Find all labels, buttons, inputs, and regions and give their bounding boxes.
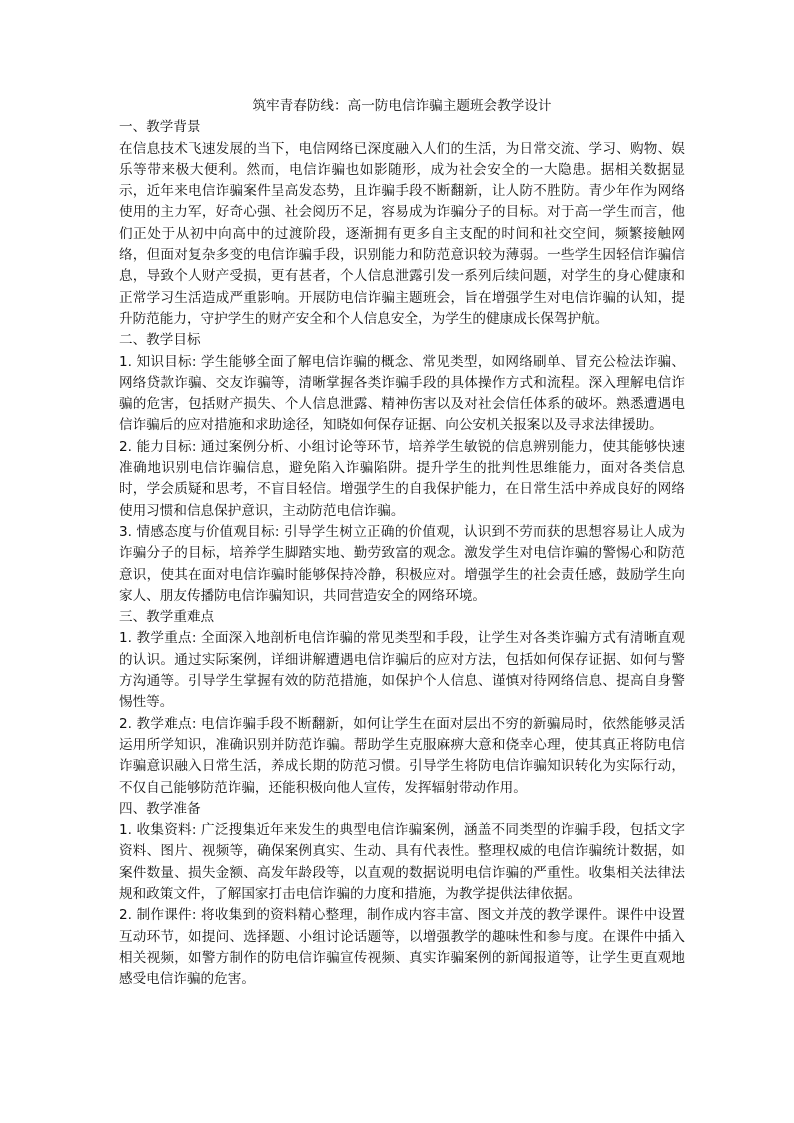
paragraph: 2. 能力目标: 通过案例分析、小组讨论等环节，培养学生敏锐的信息辨别能力，使其能够快速准确地识别电信诈骗信息，避免陷入诈骗陷阱。提升学生的批判性思维能力，面对各类信息时，学会质疑和思考，不盲目轻信。增强学生的自我保护能力，在日常生活中养成良好的网络使用习惯和信息保护意识，主动防范电信诈骗。 [119, 438, 685, 519]
paragraph: 3. 情感态度与价值观目标: 引导学生树立正确的价值观，认识到不劳而获的思想容易让人成为诈骗分子的目标，培养学生脚踏实地、勤劳致富的观念。激发学生对电信诈骗的警惕心和防范意识，使其在面对电信诈骗时能够保持冷静，积极应对。增强学生的社会责任感，鼓励学生向家人、朋友传播防电信诈骗知识，共同营造安全的网络环境。 [119, 523, 685, 604]
paragraph: 在信息技术飞速发展的当下，电信网络已深度融入人们的生活，为日常交流、学习、购物、娱乐等带来极大便利。然而，电信诈骗也如影随形，成为社会安全的一大隐患。据相关数据显示，近年来电信诈骗案件呈高发态势，且诈骗手段不断翻新，让人防不胜防。青少年作为网络使用的主力军，好奇心强、社会阅历不足，容易成为诈骗分子的目标。对于高一学生而言，他们正处于从初中向高中的过渡阶段，逐渐拥有更多自主支配的时间和社交空间，频繁接触网络，但面对复杂多变的电信诈骗手段，识别能力和防范意识较为薄弱。一些学生因轻信诈骗信息，导致个人财产受损，更有甚者，个人信息泄露引发一系列后续问题，对学生的身心健康和正常学习生活造成严重影响。开展防电信诈骗主题班会，旨在增强学生对电信诈骗的认知，提升防范能力，守护学生的财产安全和个人信息安全，为学生的健康成长保驾护航。 [119, 140, 685, 327]
section-preparation [119, 799, 685, 991]
paragraph: 2. 教学难点: 电信诈骗手段不断翻新，如何让学生在面对层出不穷的新骗局时，依然能够灵活运用所学知识，准确识别并防范诈骗。帮助学生克服麻痹大意和侥幸心理，使其真正将防电信诈骗意识融入日常生活，养成长期的防范习惯。引导学生将防电信诈骗知识转化为实际行动，不仅自己能够防范诈骗，还能积极向他人宣传，发挥辐射带动作用。 [119, 715, 685, 796]
section-objectives [119, 330, 685, 607]
section-background [119, 117, 685, 330]
section-heading: 三、教学重难点 [119, 609, 215, 626]
paragraph: 1. 教学重点: 全面深入地剖析电信诈骗的常见类型和手段，让学生对各类诈骗方式有清晰直观的认识。通过实际案例，详细讲解遭遇电信诈骗后的应对方法，包括如何保存证据、如何与警方沟通等。引导学生掌握有效的防范措施，如保护个人信息、谨慎对待网络信息、提高自身警惕性等。 [119, 630, 685, 711]
paragraph: 2. 制作课件: 将收集到的资料精心整理，制作成内容丰富、图文并茂的教学课件。课件中设置互动环节，如提问、选择题、小组讨论话题等，以增强教学的趣味性和参与度。在课件中插入相关视频，如警方制作的防电信诈骗宣传视频、真实诈骗案例的新闻报道等，让学生更直观地感受电信诈骗的危害。 [119, 907, 685, 988]
document-page [119, 96, 685, 990]
document-title: 筑牢青春防线：高一防电信诈骗主题班会教学设计 [252, 98, 552, 114]
section-heading: 二、教学目标 [119, 332, 201, 349]
section-heading: 四、教学准备 [119, 800, 201, 817]
paragraph: 1. 知识目标: 学生能够全面了解电信诈骗的概念、常见类型，如网络刷单、冒充公检法诈骗、网络贷款诈骗、交友诈骗等，清晰掌握各类诈骗手段的具体操作方式和流程。深入理解电信诈骗的危害，包括财产损失、个人信息泄露、精神伤害以及对社会信任体系的破坏。熟悉遭遇电信诈骗后的应对措施和求助途径，知晓如何保存证据、向公安机关报案以及寻求法律援助。 [119, 353, 685, 434]
section-key-points [119, 607, 685, 799]
section-heading: 一、教学背景 [119, 119, 201, 136]
paragraph: 1. 收集资料: 广泛搜集近年来发生的典型电信诈骗案例，涵盖不同类型的诈骗手段，包括文字资料、图片、视频等，确保案例真实、生动、具有代表性。整理权威的电信诈骗统计数据，如案件数量、损失金额、高发年龄段等，以直观的数据说明电信诈骗的严重性。收集相关法律法规和政策文件，了解国家打击电信诈骗的力度和措施，为教学提供法律依据。 [119, 822, 685, 902]
